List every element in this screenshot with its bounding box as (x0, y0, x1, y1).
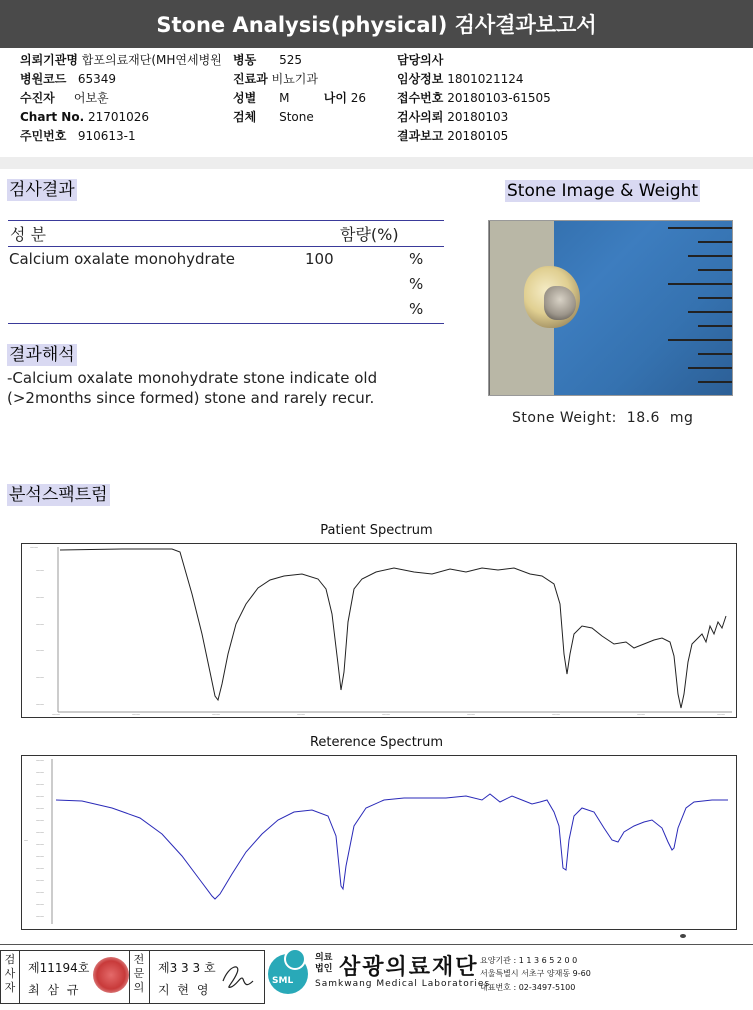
svg-text:——: —— (552, 712, 560, 717)
section-divider (0, 157, 753, 169)
stone-photo (488, 220, 733, 396)
info-label: 병동 (233, 53, 257, 67)
stone-weight-value: 18.6 (626, 410, 660, 426)
svg-text:——: —— (637, 712, 645, 717)
org-prefix: 의료법인 (315, 953, 333, 974)
unit-cell: % (409, 275, 424, 293)
stone-title: Stone Image & Weight (507, 181, 699, 201)
svg-text:——: —— (36, 794, 44, 799)
unit-cell: % (409, 250, 424, 268)
interpretation-line2: (>2months since formed) stone and rarely recur. (7, 389, 375, 407)
org-phone: 대표번호 : 02-3497-5100 (480, 983, 576, 992)
svg-text:——: —— (36, 866, 44, 871)
info-label: 검체 (233, 110, 257, 124)
info-label: 검사의뢰 (397, 110, 444, 124)
component-header: 성 분 (10, 225, 46, 244)
specialist-label: 전문의 (133, 953, 145, 994)
org-code: 요양기관 : 1 1 3 6 5 2 0 0 (480, 956, 578, 965)
info-value: M (279, 91, 290, 105)
spectrum-title: 분석스팩트럼 (9, 485, 108, 505)
info-value: 20180103-61505 (447, 91, 551, 105)
svg-text:——: —— (717, 712, 725, 717)
svg-text:——: —— (36, 830, 44, 835)
svg-text:——: —— (297, 712, 305, 717)
patient-spectrum-plot (22, 544, 736, 717)
specialist-signature-icon (219, 959, 257, 995)
stone-weight (512, 410, 693, 426)
patient-info-col3 (397, 51, 551, 146)
info-label: 결과보고 (397, 129, 444, 143)
info-label: Chart No. (20, 110, 85, 124)
table-bottom-rule (8, 323, 444, 324)
info-value: 1801021124 (447, 72, 524, 86)
sml-logo-text: SML (272, 976, 294, 986)
info-label: 진료과 (233, 72, 268, 86)
info-value: 65349 (77, 72, 117, 86)
svg-text:——: —— (36, 568, 44, 573)
inspector-name: 최 삼 규 (28, 983, 81, 997)
svg-text:——: —— (30, 545, 38, 550)
specialist-license: 제3 3 3 호 (158, 961, 216, 975)
svg-text:——: —— (36, 818, 44, 823)
inspector-seal-icon (93, 957, 129, 993)
svg-text:——: —— (36, 770, 44, 775)
svg-text:——: —— (212, 712, 220, 717)
interpretation-title: 결과해석 (9, 345, 75, 365)
svg-text:——: —— (36, 842, 44, 847)
info-value: 20180105 (447, 129, 509, 143)
scan-mark (680, 934, 686, 938)
amount-cell: 100 (305, 250, 334, 268)
amount-header: 함량(%) (340, 225, 399, 244)
svg-text:——: —— (36, 890, 44, 895)
svg-text:——: —— (36, 878, 44, 883)
svg-text:——: —— (36, 648, 44, 653)
info-label: 성별 (233, 91, 257, 105)
svg-text:——: —— (36, 758, 44, 763)
svg-text:——: —— (36, 914, 44, 919)
info-label: 나이 (323, 91, 347, 105)
reference-spectrum-title: Reterence Spectrum (309, 735, 444, 750)
svg-text:—: — (24, 838, 28, 843)
info-value: 525 (279, 53, 302, 67)
info-label: 담당의사 (397, 53, 444, 67)
info-value: 어보훈 (73, 91, 109, 105)
stone-weight-label: Stone Weight: (512, 410, 617, 426)
svg-text:——: —— (36, 595, 44, 600)
svg-text:——: —— (36, 622, 44, 627)
info-label: 병원코드 (20, 72, 67, 86)
patient-spectrum-chart (21, 543, 737, 718)
svg-text:——: —— (36, 702, 44, 707)
interpretation-line1: -Calcium oxalate monohydrate stone indicate old (7, 369, 378, 387)
svg-text:——: —— (132, 712, 140, 717)
info-label: 접수번호 (397, 91, 444, 105)
inspector-label: 검사자 (4, 953, 16, 994)
patient-spectrum-title: Patient Spectrum (320, 523, 433, 538)
reference-spectrum-line (56, 794, 728, 899)
patient-spectrum-line (60, 549, 726, 708)
stone-weight-unit: mg (669, 410, 694, 426)
svg-text:——: —— (467, 712, 475, 717)
info-label: 의뢰기관명 (20, 53, 78, 67)
info-value: Stone (279, 110, 314, 124)
results-title: 검사결과 (9, 180, 75, 200)
info-value: 비뇨기과 (271, 72, 318, 86)
table-top-rule (8, 220, 444, 221)
svg-text:——: —— (36, 675, 44, 680)
report-title: Stone Analysis(physical) 검사결과보고서 (0, 0, 753, 48)
specialist-name: 지 현 영 (158, 983, 211, 997)
org-name: 삼광의료재단 (339, 955, 479, 980)
org-english: Samkwang Medical Laboratories (315, 979, 491, 989)
info-value: 20180103 (447, 110, 509, 124)
info-value: 910613-1 (77, 129, 136, 143)
reference-spectrum-chart (21, 755, 737, 930)
sml-logo-icon (268, 954, 308, 994)
reference-spectrum-plot (22, 756, 736, 929)
info-label: 수진자 (20, 91, 55, 105)
stone-image-fragment (544, 286, 576, 320)
svg-text:——: —— (36, 782, 44, 787)
svg-text:——: —— (36, 902, 44, 907)
patient-info-col2 (233, 51, 366, 127)
info-label: 임상정보 (397, 72, 444, 86)
info-label: 주민번호 (20, 129, 67, 143)
unit-cell: % (409, 300, 424, 318)
info-value: 26 (350, 91, 367, 105)
svg-text:——: —— (52, 712, 60, 717)
footer-divider (0, 944, 753, 945)
svg-text:——: —— (36, 806, 44, 811)
inspector-license: 제11194호 (28, 961, 90, 975)
svg-text:——: —— (382, 712, 390, 717)
patient-info-col1 (20, 51, 222, 146)
table-header-rule (8, 246, 444, 247)
component-cell: Calcium oxalate monohydrate (9, 250, 236, 268)
info-value: 합포의료재단(MH연세병원 (81, 53, 222, 67)
svg-text:——: —— (36, 854, 44, 859)
org-address: 서울특별시 서초구 양재동 9-60 (480, 969, 591, 978)
signature-box (0, 950, 265, 1004)
info-value: 21701026 (87, 110, 150, 124)
